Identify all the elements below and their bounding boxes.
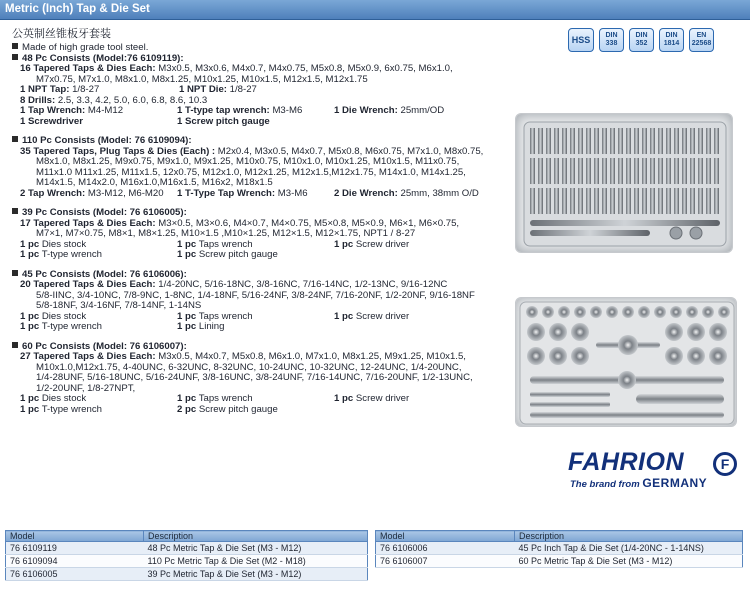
sec110-header: 110 Pc Consists (Model: 76 6109094):: [12, 136, 507, 147]
spec-content: Made of high grade tool steel. 48 Pc Consists (Model:76 6109119): 16 Tapered Taps & Dies Each: M3x0.5, M3x0.6, M4x0.7, M4x0.75, M5x0.8, M5x0.9, 6x0.75, M6x1.0, M7x0.75, M7x1.0, M8x1.0, M8x1.25, M10x1.25, M10x1.5, M12x1.5, M12x1.75 1 NPT Tap: 1/8-27 1 NPT Die: 1/8-27 8 Drills: 2.5, 3.3, 4.2, 5.0, 6.0, 6.8, 8.6, 10.3 1 Tap Wrench: M4-M12 1 T-type tap wrench: M3-M6 1 Die Wrench: 25mm/OD 1 Screwdriver 1 Screw pitch gauge 110 Pc Consists (Model: 76 6109094): 35 Tapered Taps, Plug Taps & Dies (Each) : M2x0.4, M3x0.5, M4x0.7, M5x0.8, M6x0.75, M7x1.0, M8x0.75, M8x1.0, M8x1.25, M9x0.75, M9x1.0, M9x1.25, M10x0.75, M10x1.0, M10x1.25, M10x1.5, M11x0.75, M11x1.0 M11x1.25, M11x1.5, 12x0.75, M12x1.0, M12x1.25, M12x1.5,M12x1.75, M14x1.0, M14x1.25, M14x1.5, M14x2.0, M16x1.0,M16x1.5, M16x2, M18x1.5 2 Tap Wrench: M3-M12, M6-M20 1 T-Type Tap Wrench: M3-M6 2 Die Wrench: 25mm, 38mm O/D 39 Pc Consists (Model: 76 6106005): 17 Tapered Taps & Dies Each: M3×0.5, M3×0.6, M4×0.7, M4×0.75, M5×0.8, M5×0.9, M6×1, M6×0.75, M7×1, M7×0.75, M8×1, M8×1.25, M10×1.5 ,M10×1.25, M12×1.5, M12×1.75, NPT1 / 8-27 1 pc Dies stock 1 pc Taps wrench 1 pc Screw driver 1 pc T-type wrench 1 pc Screw pitch gauge 45 Pc Consists (Model: 76 6106006): 20 Tapered Taps & Dies Each: 1/4-20NC, 5/16-18NC, 3/8-16NC, 7/16-14NC, 1/2-13NC, 9/16-12NC 5/8-IINC, 3/4-10NC, 7/8-9NC, 1-8NC, 1/4-18NF, 5/16-24NF, 3/8-24NF, 7/16-20NF, 1/2-20NF, 9/16-18NF 5/8-18NF, 3/4-16NF, 7/8-14NF, 1-14NS 1 pc Dies stock 1 pc Taps wrench 1 pc Screw driver 1 pc T-type wrench 1 pc Lining 60 Pc Consists (Model: 76 6106007): 27 Tapered Taps & Dies Each: M3x0.5, M4x0.7, M5x0.8, M6x1.0, M7x1.0, M8x1.25, M9x1.25, M10x1.5, M10x1.0,M12x1.75, 4-40UNC, 6-32UNC, 8-32UNC, 10-24UNC, 10-32UNC, 12-24UNC, 1/4-20UNC, 1/4-28UNF, 5/16-18UNC, 5/16-24UNF, 3/8-16UNC, 3/8-24UNF, 7/16-14UNC, 7/16-20UNF, 1/2-13UNC, 1/2-20UNF, 1/8-27NPT, 1 pc Dies stock 1 pc Taps wrench 1 pc Screw driver 1 pc T-type wrench 2 pc Screw pitch gauge: [12, 43, 507, 415]
chinese-title: 公英制丝锥板牙套装: [12, 27, 111, 40]
certification-badges: [568, 28, 714, 52]
brand-name: FAHRION: [568, 448, 684, 476]
model-table-left: Model Description 76 6109119 48 Pc Metric Tap & Die Set (M3 - M12) 76 6109094 110 Pc Metric Tap & Die Set (M2 - M18) 76 6106005 39 Pc Metric Tap & Die Set (M3 - M12): [5, 530, 368, 581]
sec60-header: 60 Pc Consists (Model: 76 6106007):: [12, 342, 507, 353]
table-row: 76 6106007 60 Pc Metric Tap & Die Set (M3 - M12): [376, 555, 743, 568]
din338-badge: DIN 338: [599, 28, 624, 52]
sec45-header: 45 Pc Consists (Model: 76 6106006):: [12, 270, 507, 281]
registered-mark-icon: F: [713, 452, 737, 476]
intro-line: Made of high grade tool steel.: [12, 43, 507, 54]
sec48-header: 48 Pc Consists (Model:76 6109119):: [12, 54, 507, 65]
page-title: Metric (Inch) Tap & Die Set: [5, 3, 150, 15]
product-photo-metric-case: [515, 113, 733, 253]
brand-tagline: The brand from GERMANY: [570, 476, 708, 490]
din1814-badge: DIN 1814: [659, 28, 684, 52]
fahrion-logo: [568, 448, 738, 493]
sec39-header: 39 Pc Consists (Model: 76 6106005):: [12, 208, 507, 219]
table-row: 76 6109094 110 Pc Metric Tap & Die Set (M2 - M18): [6, 555, 368, 568]
product-photo-inch-case: [515, 297, 737, 427]
table-row: 76 6106005 39 Pc Metric Tap & Die Set (M3 - M12): [6, 568, 368, 581]
table-row: 76 6106006 45 Pc Inch Tap & Die Set (1/4-20NC - 1-14NS): [376, 542, 743, 555]
model-table-right: Model Description 76 6106006 45 Pc Inch Tap & Die Set (1/4-20NC - 1-14NS) 76 6106007 60 Pc Metric Tap & Die Set (M3 - M12): [375, 530, 743, 568]
table-row: 76 6109119 48 Pc Metric Tap & Die Set (M3 - M12): [6, 542, 368, 555]
en22568-badge: EN 22568: [689, 28, 714, 52]
din352-badge: DIN 352: [629, 28, 654, 52]
hss-badge: HSS: [568, 28, 594, 52]
title-bar: [0, 0, 750, 20]
